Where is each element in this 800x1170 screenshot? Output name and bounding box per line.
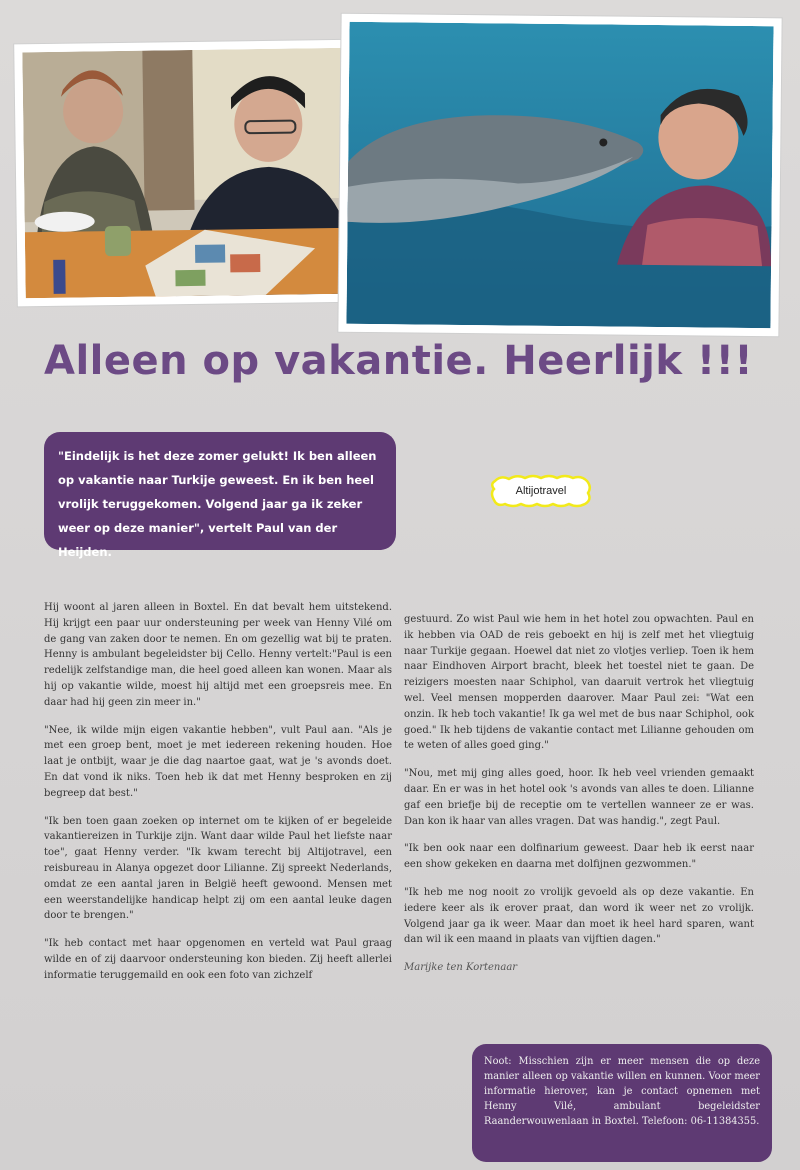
paragraph: "Ik ben ook naar een dolfinarium geweest. Daar heb ik eerst naar een show gekeken en daarna met dolfijnen gezwommen." — [404, 843, 754, 871]
article-headline: Alleen op vakantie. Heerlijk !!! — [44, 338, 754, 384]
paragraph: Hij woont al jaren alleen in Boxtel. En dat bevalt hem uitstekend. Hij krijgt een paar uur ondersteuning per week van Henny Vilé om de gang van zaken door te nemen. En om gezellig wat bij te praten. Henny is ambulant begeleidster bij Cello. Henny vertelt:"Paul is een redelijk zelfstandige man, die heel goed alleen kan wonen. Maar als hij op vakantie wilde, moest hij altijd met een groepsreis mee. En daar had hij geen zin meer in." — [44, 602, 392, 708]
intro-quote-box: "Eindelijk is het deze zomer gelukt! Ik ben alleen op vakantie naar Turkije geweest. En ik ben heel vrolijk teruggekomen. Volgend jaar ga ik zeker weer op deze manier", vertelt Paul van der Heijden. — [44, 432, 396, 550]
paragraph: "Nee, ik wilde mijn eigen vakantie hebben", vult Paul aan. "Als je met een groep bent, moet je met iedereen rekening houden. Hoe laat je ontbijt, waar je die dag naartoe gaat, wat je 's avonds doet. En dat vond ik niks. Toen heb ik dat met Henny besproken en zij begreep dat best." — [44, 724, 392, 799]
photo-table-album — [14, 40, 364, 307]
article-column-left — [44, 600, 392, 996]
table-scene-illustration — [22, 48, 355, 299]
contact-note-box: Noot: Misschien zijn er meer mensen die op deze manier alleen op vakantie willen en kunnen. Voor meer informatie hierover, kan je contact opnemen met Henny Vilé, ambulant begeleidster Raanderwouwenlaan in Boxtel. Telefoon: 06-11384355. — [472, 1044, 772, 1162]
dolphin-scene-illustration — [346, 22, 773, 328]
author-signature: Marijke ten Kortenaar — [404, 962, 518, 974]
paragraph: "Ik heb me nog nooit zo vrolijk gevoeld als op deze vakantie. En iedere keer als ik erover praat, dan word ik weer net zo vrolijk. Volgend jaar ga ik weer. Maar dan moet ik heel hard sparen, want dan wil ik een maand in plaats van vijftien dagen." — [404, 886, 754, 946]
paragraph: "Nou, met mij ging alles goed, hoor. Ik heb veel vrienden gemaakt daar. En er was in het hotel ook 's avonds van alles te doen. Lilianne gaf een briefje bij de receptie om te vertellen wanneer ze er was. Dan kon ik haar van alles vragen. Dat was handig.", zegt Paul. — [404, 768, 754, 827]
altijotravel-badge — [489, 473, 593, 509]
photo-dolphin — [338, 14, 781, 337]
badge-label: Altijotravel — [515, 485, 567, 497]
paragraph: "Ik heb contact met haar opgenomen en verteld wat Paul graag wilde en of zij daarvoor ondersteuning kon bieden. Zij heeft allerlei informatie teruggemaild en ook een foto van zichzelf — [44, 938, 392, 981]
paragraph: gestuurd. Zo wist Paul wie hem in het hotel zou opwachten. Paul en ik hebben via OAD de reis geboekt en hij is zelf met het vliegtuig naar Turkije gegaan. Hoewel dat niet zo vlotjes verliep. Toen ik hem naar Eindhoven Airport bracht, bleek het toestel niet te gaan. De reizigers moesten naar Schiphol, van daaruit vertrok het vliegtuig wel. Veel mensen mopperden daarover. Maar Paul zei: "Wat een onzin. Ik heb toch vakantie! Ik ga wel met de bus naar Schiphol, ook goed." Ik heb tijdens de vakantie contact met Lilianne gehouden om te weten of alles goed ging." — [404, 614, 754, 752]
article-column-right — [404, 612, 754, 976]
paragraph: "Ik ben toen gaan zoeken op internet om te kijken of er begeleide vakantiereizen in Turkije zijn. Want daar wilde Paul het liefste naar toe", gaat Henny verder. "Ik kwam terecht bij Altijotravel, een reisbureau in Alanya opgezet door Lilianne. Zij spreekt Nederlands, omdat ze een aantal jaren in België heeft gewoond. Mensen met een weerstandelijke handicap helpt zij om een aantal leuke dagen door te brengen." — [44, 815, 392, 922]
